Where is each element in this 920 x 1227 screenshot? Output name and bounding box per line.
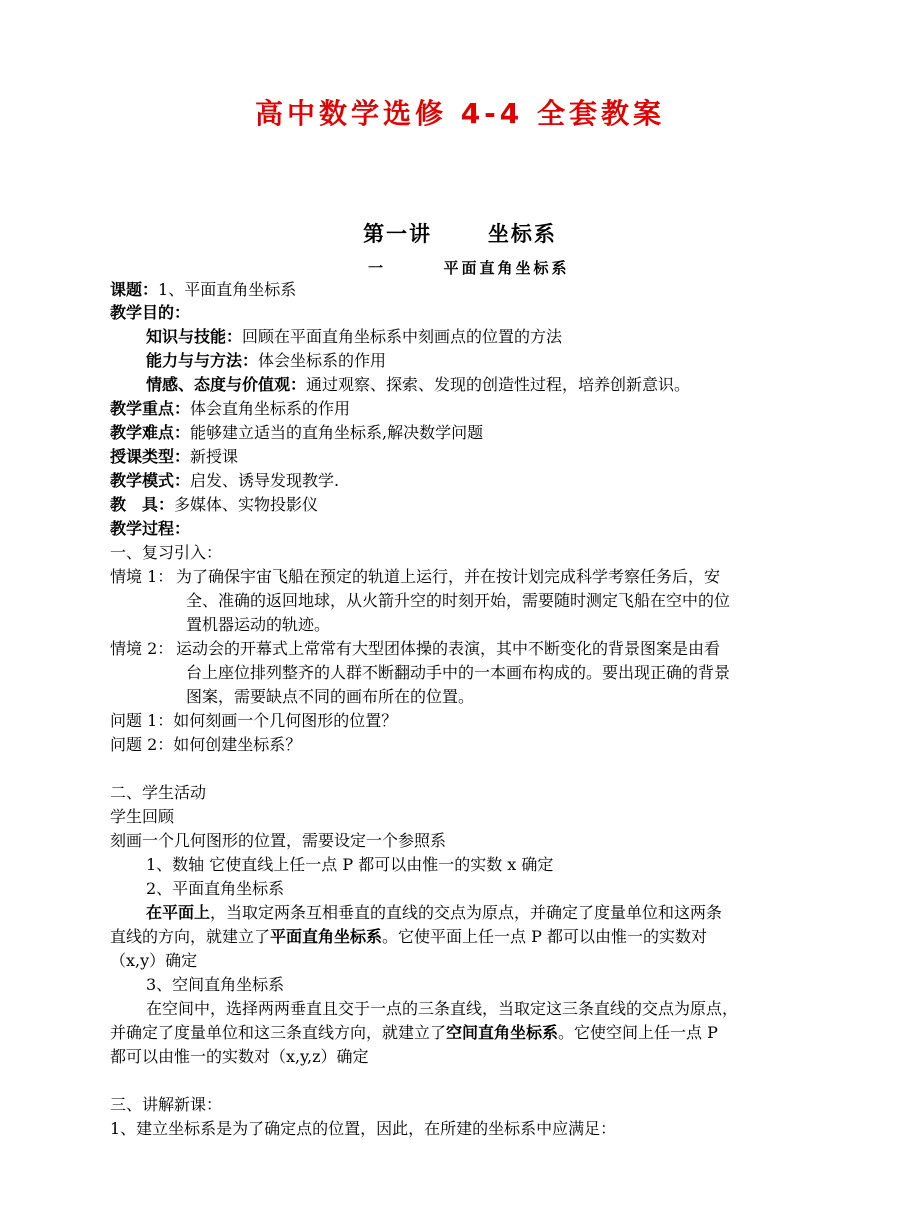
scenario-1-line: 置机器运动的轨迹。 xyxy=(186,615,331,634)
topic-label: 课题： xyxy=(110,280,159,299)
space-paragraph-line: 都可以由惟一的实数对（x,y,z）确定 xyxy=(110,1047,369,1066)
key-point xyxy=(110,398,350,420)
lesson-type-value: 新授课 xyxy=(190,447,239,466)
question-1: 问题 1：如何刻画一个几何图形的位置？ xyxy=(110,711,398,730)
teaching-mode-value: 启发、诱导发现教学. xyxy=(190,471,340,490)
goal-knowledge xyxy=(146,326,562,348)
teaching-tools-label: 教 具： xyxy=(110,495,175,514)
lesson-line: 1、建立坐标系是为了确定点的位置，因此，在所建的坐标系中应满足： xyxy=(110,1119,617,1138)
difficulty-label: 教学难点： xyxy=(110,423,191,442)
lesson-type-label: 授课类型： xyxy=(110,447,191,466)
activity-intro: 刻画一个几何图形的位置，需要设定一个参照系 xyxy=(110,831,447,850)
plane-paragraph-line: （x,y）确定 xyxy=(110,951,198,970)
space-text: 并确定了度量单位和这三条直线方向，就建立了 xyxy=(110,1023,447,1042)
process-label: 教学过程： xyxy=(110,519,191,538)
teaching-mode-label: 教学模式： xyxy=(110,471,191,490)
scenario-2-line: 运动会的开幕式上常常有大型团体操的表演，其中不断变化的背景图案是由看 xyxy=(176,639,721,658)
key-point-label: 教学重点： xyxy=(110,399,191,418)
section-heading: 一 平面直角坐标系 xyxy=(368,259,570,277)
goal-ability-value: 体会坐标系的作用 xyxy=(258,351,387,370)
scenario-2-line: 图案，需要缺点不同的画布所在的位置。 xyxy=(186,687,475,706)
plane-text: 直线的方向，就建立了 xyxy=(110,927,271,946)
goal-attitude-value: 通过观察、探索、发现的创造性过程，培养创新意识。 xyxy=(306,375,691,394)
activity-recall: 学生回顾 xyxy=(110,807,175,826)
scenario-1-line: 为了确保宇宙飞船在预定的轨道上运行，并在按计划完成科学考察任务后，安 xyxy=(176,567,721,586)
number-line-item: 1、数轴 它使直线上任一点 P 都可以由惟一的实数 x 确定 xyxy=(146,855,554,874)
space-system-item: 3、空间直角坐标系 xyxy=(146,975,285,994)
space-text: 。它使空间上任一点 P xyxy=(558,1023,718,1042)
lecture-heading: 第一讲 坐标系 xyxy=(363,222,557,246)
difficulty xyxy=(110,422,483,444)
space-paragraph-line: 在空间中，选择两两垂直且交于一点的三条直线，当取定这三条直线的交点为原点， xyxy=(146,999,739,1018)
goal-knowledge-label: 知识与技能： xyxy=(146,327,243,346)
teaching-tools xyxy=(110,494,318,516)
goals-label: 教学目的： xyxy=(110,303,191,322)
plane-paragraph-line xyxy=(110,926,707,948)
activity-heading: 二、学生活动 xyxy=(110,783,207,802)
teaching-mode xyxy=(110,470,339,492)
space-paragraph-line xyxy=(110,1022,718,1044)
plane-text: ，当取定两条互相垂直的直线的交点为原点，并确定了度量单位和这两条 xyxy=(210,903,723,922)
plane-paragraph-line xyxy=(146,902,722,924)
space-bold-term: 空间直角坐标系 xyxy=(446,1023,559,1042)
plane-text: 。它使平面上任一点 P 都可以由惟一的实数对 xyxy=(382,927,707,946)
teaching-tools-value: 多媒体、实物投影仪 xyxy=(174,495,319,514)
review-heading: 一、复习引入： xyxy=(110,543,223,562)
question-2: 问题 2：如何创建坐标系？ xyxy=(110,735,302,754)
scenario-1-line: 全、准确的返回地球，从火箭升空的时刻开始，需要随时测定飞船在空中的位 xyxy=(186,591,731,610)
plane-bold-term: 平面直角坐标系 xyxy=(270,927,383,946)
goal-attitude-label: 情感、态度与价值观： xyxy=(146,375,307,394)
goal-attitude xyxy=(146,374,690,396)
plane-system-item: 2、平面直角坐标系 xyxy=(146,879,285,898)
goal-knowledge-value: 回顾在平面直角坐标系中刻画点的位置的方法 xyxy=(242,327,563,346)
scenario-1-label: 情境 1： xyxy=(110,567,174,586)
scenario-2-label: 情境 2： xyxy=(110,639,174,658)
goal-ability xyxy=(146,350,386,372)
lesson-heading: 三、讲解新课： xyxy=(110,1095,223,1114)
goal-ability-label: 能力与与方法： xyxy=(146,351,259,370)
lesson-type xyxy=(110,446,238,468)
scenario-2-line: 台上座位排列整齐的人群不断翻动手中的一本画布构成的。要出现正确的背景 xyxy=(186,663,731,682)
difficulty-value: 能够建立适当的直角坐标系,解决数学问题 xyxy=(190,423,484,442)
plane-bold-term: 在平面上 xyxy=(146,903,211,922)
key-point-value: 体会直角坐标系的作用 xyxy=(190,399,351,418)
topic-value: 1、平面直角坐标系 xyxy=(158,280,297,299)
topic-line xyxy=(110,279,296,301)
document-title: 高中数学选修 4-4 全套教案 xyxy=(254,97,666,130)
